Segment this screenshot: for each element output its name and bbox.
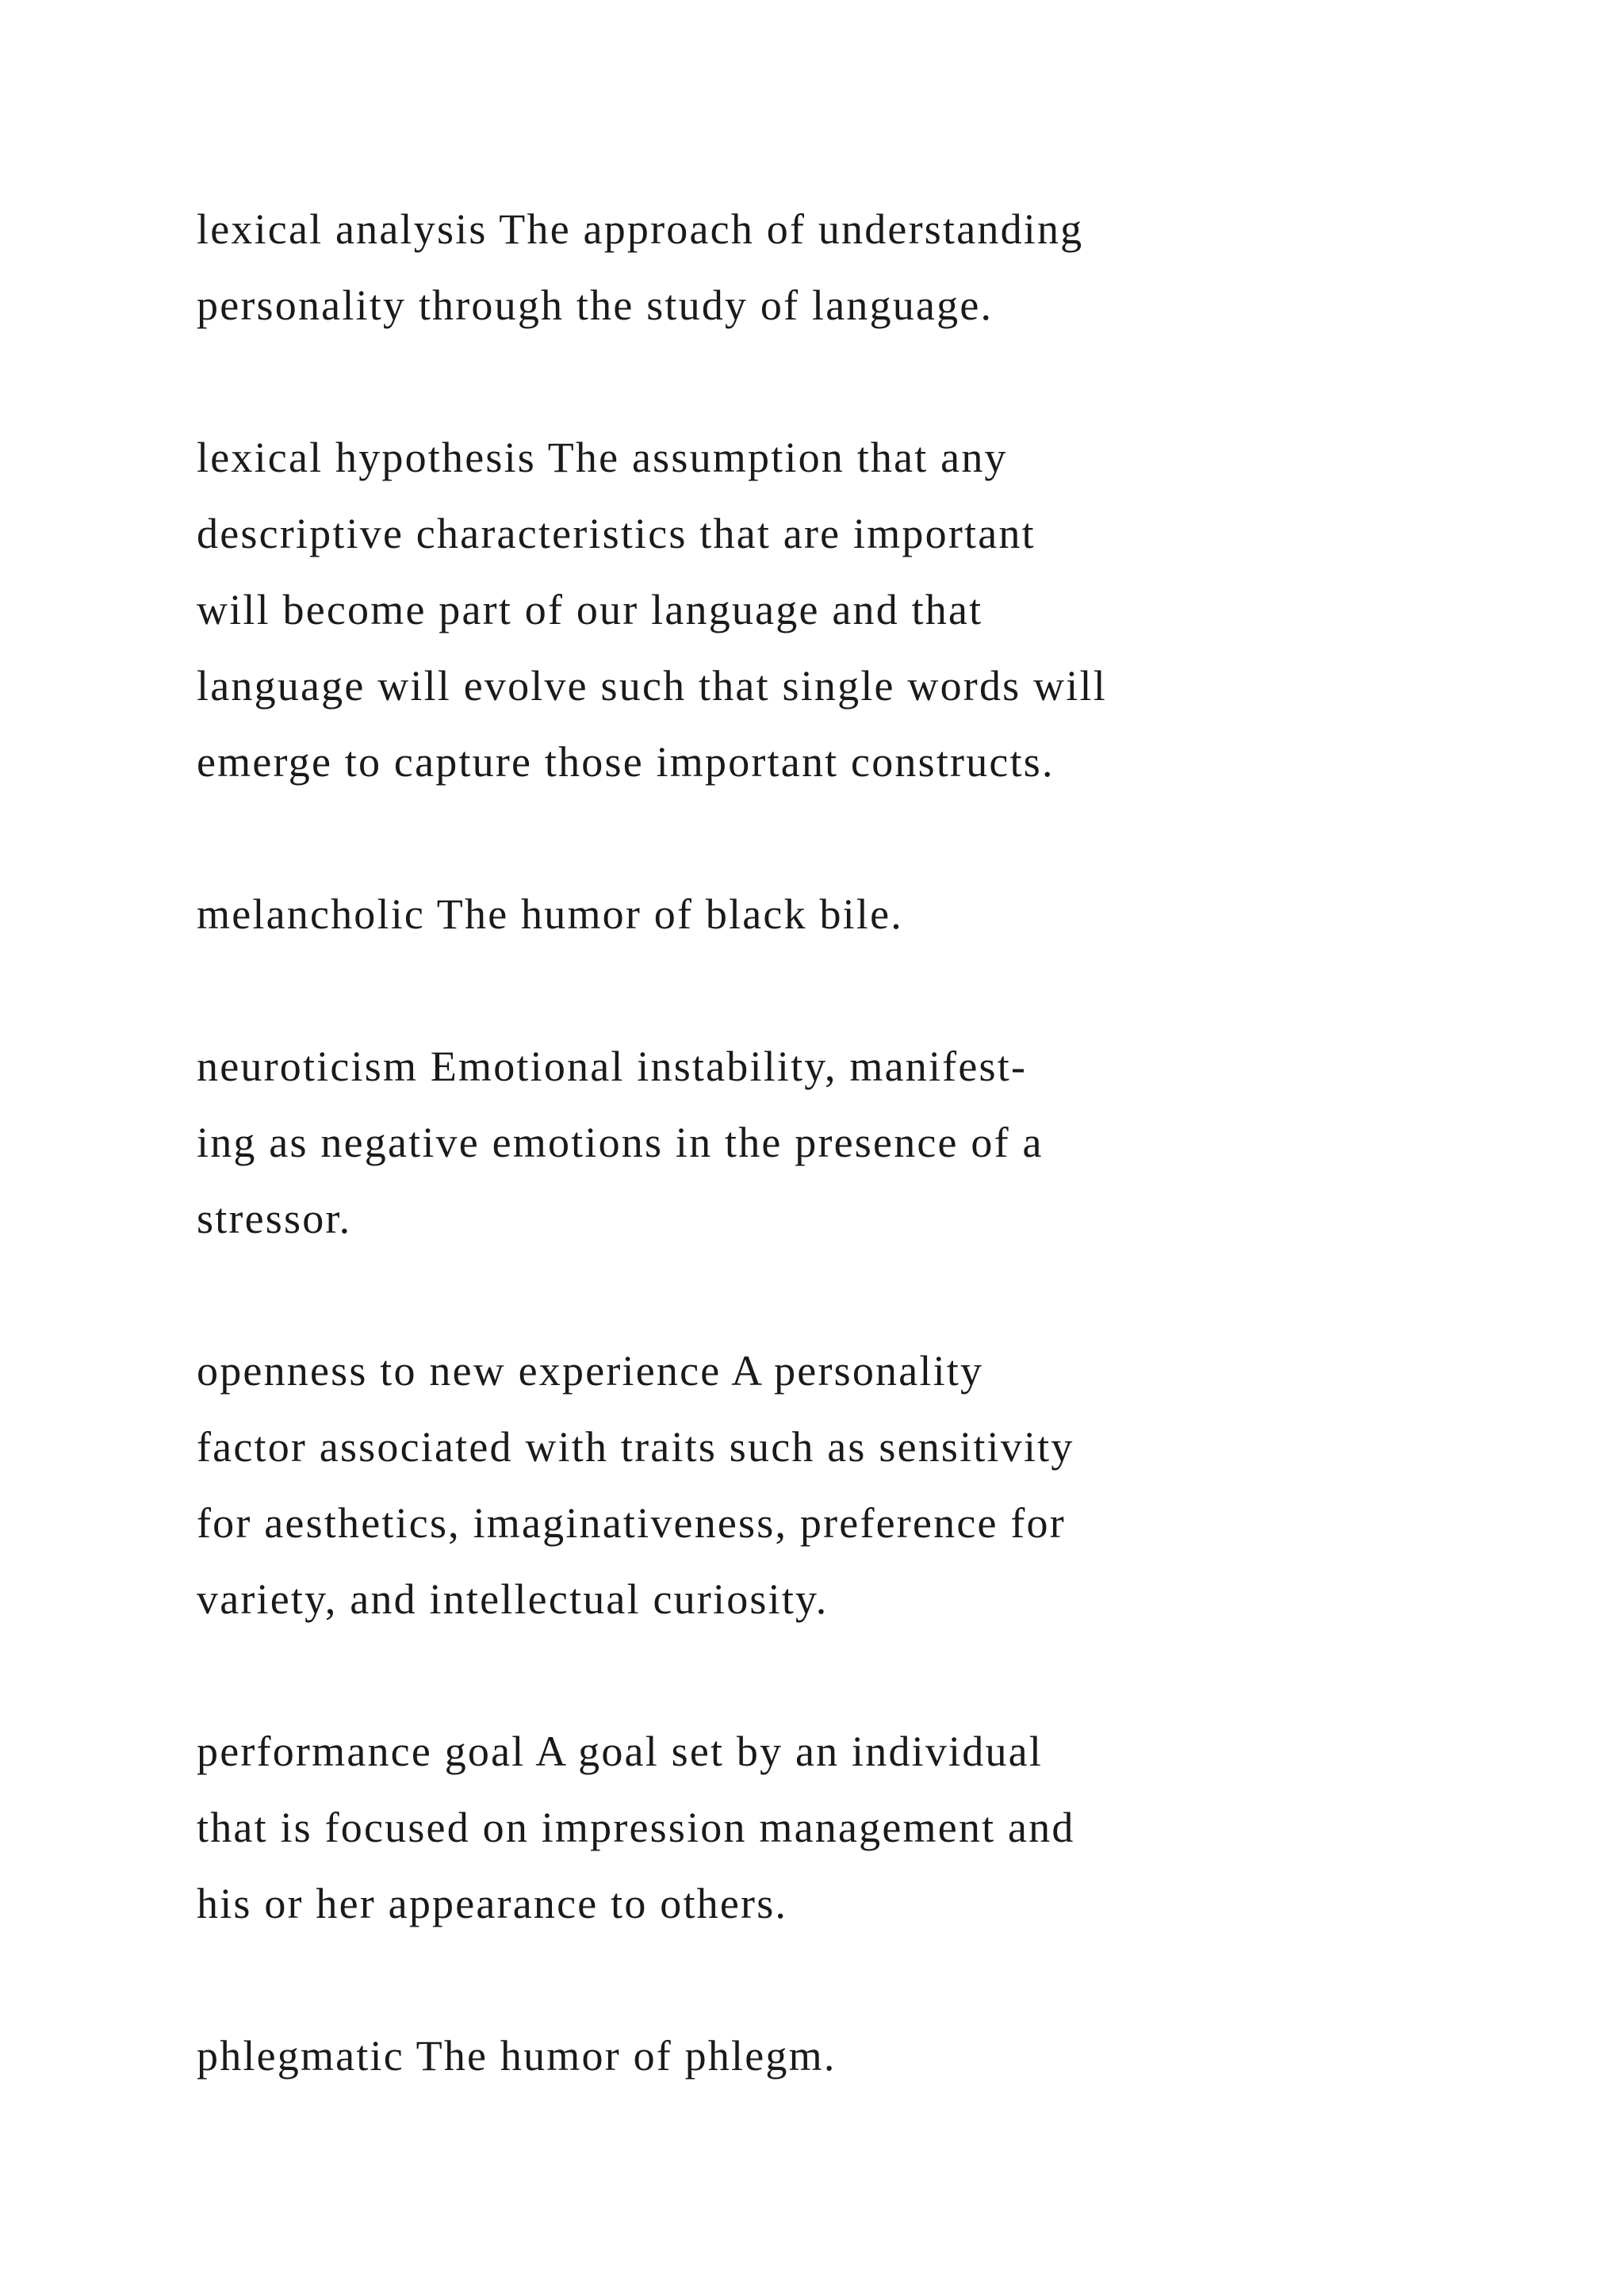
glossary-list <box>197 191 1386 2094</box>
entry-line: language will evolve such that single words will <box>197 662 1107 710</box>
glossary-entry-performance-goal <box>197 1713 1386 1942</box>
entry-line: ing as negative emotions in the presence of a <box>197 1119 1044 1166</box>
entry-line: emerge to capture those important constructs. <box>197 738 1055 786</box>
glossary-entry-lexical-analysis <box>197 191 1386 343</box>
entry-line: for aesthetics, imaginativeness, preference for <box>197 1499 1066 1547</box>
entry-line: will become part of our language and that <box>197 586 983 633</box>
entry-line: lexical hypothesis The assumption that any <box>197 434 1008 481</box>
glossary-entry-phlegmatic <box>197 2018 1386 2094</box>
entry-line: that is focused on impression management and <box>197 1804 1075 1851</box>
entry-line: neuroticism Emotional instability, manifest- <box>197 1043 1028 1090</box>
entry-line: factor associated with traits such as sensitivity <box>197 1423 1074 1471</box>
entry-line: his or her appearance to others. <box>197 1880 788 1927</box>
entry-line: melancholic The humor of black bile. <box>197 890 903 938</box>
entry-line: personality through the study of language. <box>197 281 994 329</box>
entry-line: performance goal A goal set by an individual <box>197 1728 1044 1775</box>
entry-line: phlegmatic The humor of phlegm. <box>197 2032 837 2080</box>
entry-line: stressor. <box>197 1195 352 1242</box>
glossary-entry-neuroticism <box>197 1028 1386 1257</box>
glossary-entry-openness <box>197 1333 1386 1637</box>
entry-line: openness to new experience A personality <box>197 1347 984 1395</box>
entry-line: descriptive characteristics that are important <box>197 510 1036 557</box>
entry-line: lexical analysis The approach of understanding <box>197 205 1084 253</box>
entry-line: variety, and intellectual curiosity. <box>197 1575 829 1623</box>
glossary-entry-lexical-hypothesis <box>197 419 1386 800</box>
glossary-entry-melancholic <box>197 876 1386 952</box>
